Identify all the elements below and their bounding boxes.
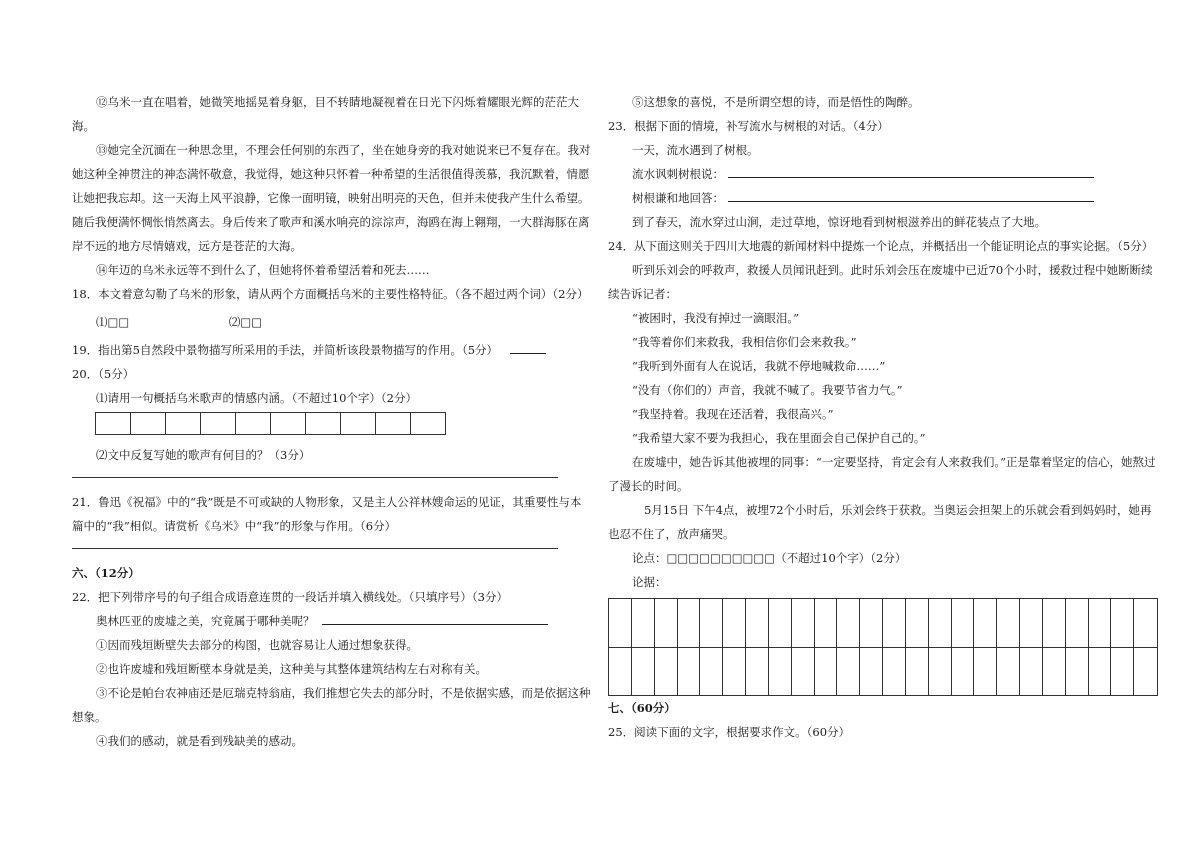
question-22-lead: 奥林匹亚的废墟之美，究竟属于哪种美呢？ xyxy=(72,609,592,633)
question-18: 18．本文着意勾勒了乌米的形象，请从两个方面概括乌米的主要性格特征。（各不超过两个词）（2分） xyxy=(72,287,589,301)
thesis-prompt: 论点：□□□□□□□□□□（不超过10个字）（2分） xyxy=(632,551,907,565)
sentence-5: ⑤这想象的喜悦，不是所谓空想的诗，而是悟性的陶醉。 xyxy=(632,95,920,109)
answer-line-22[interactable] xyxy=(322,610,548,625)
answer-box-2[interactable]: ⑵□□ xyxy=(228,315,263,329)
answer-line-20-2[interactable] xyxy=(72,477,558,478)
root-says: 树根谦和地回答： xyxy=(608,186,1160,210)
question-21: 21．鲁迅《祝福》中的“我”既是不可或缺的人物形象，又是主人公祥林嫂命运的见证，其重要性与本篇中的“我”相似。请赏析《乌米》中“我”的形象与作用。（6分） xyxy=(72,495,582,533)
quote-4: “没有（你们的）声音，我就不喊了。我要节省力气。” xyxy=(632,383,903,397)
quote-1: “被困时，我没有掉过一滴眼泪。” xyxy=(632,311,800,325)
root-answer-line[interactable] xyxy=(728,187,1094,202)
question-20-1: ⑴请用一句概括乌米歌声的情感内涵。（不超过10个字）（2分） xyxy=(96,391,417,405)
quote-3: “我听到外面有人在说话，我就不停地喊救命……” xyxy=(632,359,886,373)
water-answer-line[interactable] xyxy=(728,163,1094,178)
left-column xyxy=(72,90,592,753)
quote-2: “我等着你们来救我，我相信你们会来救我。” xyxy=(632,335,857,349)
question-20: 20．（5分） xyxy=(72,367,135,381)
news-paragraph-1: 听到乐刘会的呼救声，救援人员闻讯赶到。此时乐刘会压在废墟中已近70个小时，援救过程中她断断续续告诉记者： xyxy=(608,263,1153,301)
dialogue-end: 到了春天，流水穿过山涧，走过草地，惊讶地看到树根滋养出的鲜花装点了大地。 xyxy=(632,215,1046,229)
sentence-1: ①因而残垣断壁失去部分的构图，也就容易让人通过想象获得。 xyxy=(96,638,418,652)
answer-grid-20-1[interactable] xyxy=(95,412,446,435)
section-6-heading: 六、（12分） xyxy=(72,566,140,580)
paragraph-13: ⑬她完全沉湎在一种思念里，不理会任何别的东西了，坐在她身旁的我对她说来已不复存在。我对她这种全神贯注的神态满怀敬意，我觉得，她这种只怀着一种希望的生活很值得羡慕，我沉默着，情愿让她把我忘却。这一天海上风平浪静，它像一面明镜，映射出明亮的天色，但并未使我产生什么希望。随后我便满怀惆怅悄然离去。身后传来了歌声和溪水响亮的淙淙声，海鸥在海上翱翔，一大群海豚在离岸不远的地方尽情嬉戏，远方是苍茫的大海。 xyxy=(72,143,591,253)
paragraph-14: ⑭年迈的乌米永远等不到什么了，但她将怀着希望活着和死去…… xyxy=(96,263,430,277)
news-paragraph-2: 在废墟中，她告诉其他被埋的同事：“一定要坚持，肯定会有人来救我们。”正是靠着坚定的信心，她熬过了漫长的时间。 xyxy=(608,455,1156,493)
dialogue-intro: 一天，流水遇到了树根。 xyxy=(632,143,759,157)
right-column xyxy=(608,90,1160,744)
water-says: 流水讽刺树根说： xyxy=(608,162,1160,186)
sentence-3: ③不论是帕台农神庙还是厄瑞克特翁庙，我们推想它失去的部分时，不是依据实感，而是依据这种想象。 xyxy=(72,686,591,724)
answer-line-19[interactable] xyxy=(510,339,546,354)
paragraph-12: ⑫乌米一直在唱着，她微笑地摇晃着身躯，目不转睛地凝视着在日光下闪烁着耀眼光辉的茫茫大海。 xyxy=(72,95,579,133)
answer-box-1[interactable]: ⑴□□ xyxy=(96,315,130,329)
news-paragraph-3: 5月15日 下午4点，被埋72个小时后，乐刘会终于获救。当奥运会担架上的乐就会看到妈妈时，她再也忍不住了，放声痛哭。 xyxy=(608,503,1152,541)
question-19: 19．指出第5自然段中景物描写所采用的手法，并简析该段景物描写的作用。（5分） xyxy=(72,338,592,362)
quote-6: “我希望大家不要为我担心，我在里面会自己保护自己的。” xyxy=(632,431,926,445)
quote-5: “我坚持着。我现在还活着，我很高兴。” xyxy=(632,407,834,421)
question-24: 24．从下面这则关于四川大地震的新闻材料中提炼一个论点，并概括出一个能证明论点的事实论据。（5分） xyxy=(608,239,1154,253)
question-18-answers xyxy=(72,310,592,334)
question-22: 22．把下列带序号的句子组合成语意连贯的一段话并填入横线处。（只填序号）（3分） xyxy=(72,590,508,604)
question-20-2: ⑵文中反复写她的歌声有何目的？（3分） xyxy=(96,448,311,462)
section-7-heading: 七、（60分） xyxy=(608,701,676,715)
question-23: 23．根据下面的情境，补写流水与树根的对话。（4分） xyxy=(608,119,889,133)
evidence-prompt: 论据： xyxy=(632,575,667,589)
sentence-2: ②也许废墟和残垣断壁本身就是美，这种美与其整体建筑结构左右对称有关。 xyxy=(96,662,487,676)
answer-line-21[interactable] xyxy=(72,548,558,549)
sentence-4: ④我们的感动，就是看到残缺美的感动。 xyxy=(96,734,303,748)
question-25: 25．阅读下面的文字，根据要求作文。（60分） xyxy=(608,725,851,739)
evidence-answer-grid[interactable] xyxy=(608,598,1158,696)
